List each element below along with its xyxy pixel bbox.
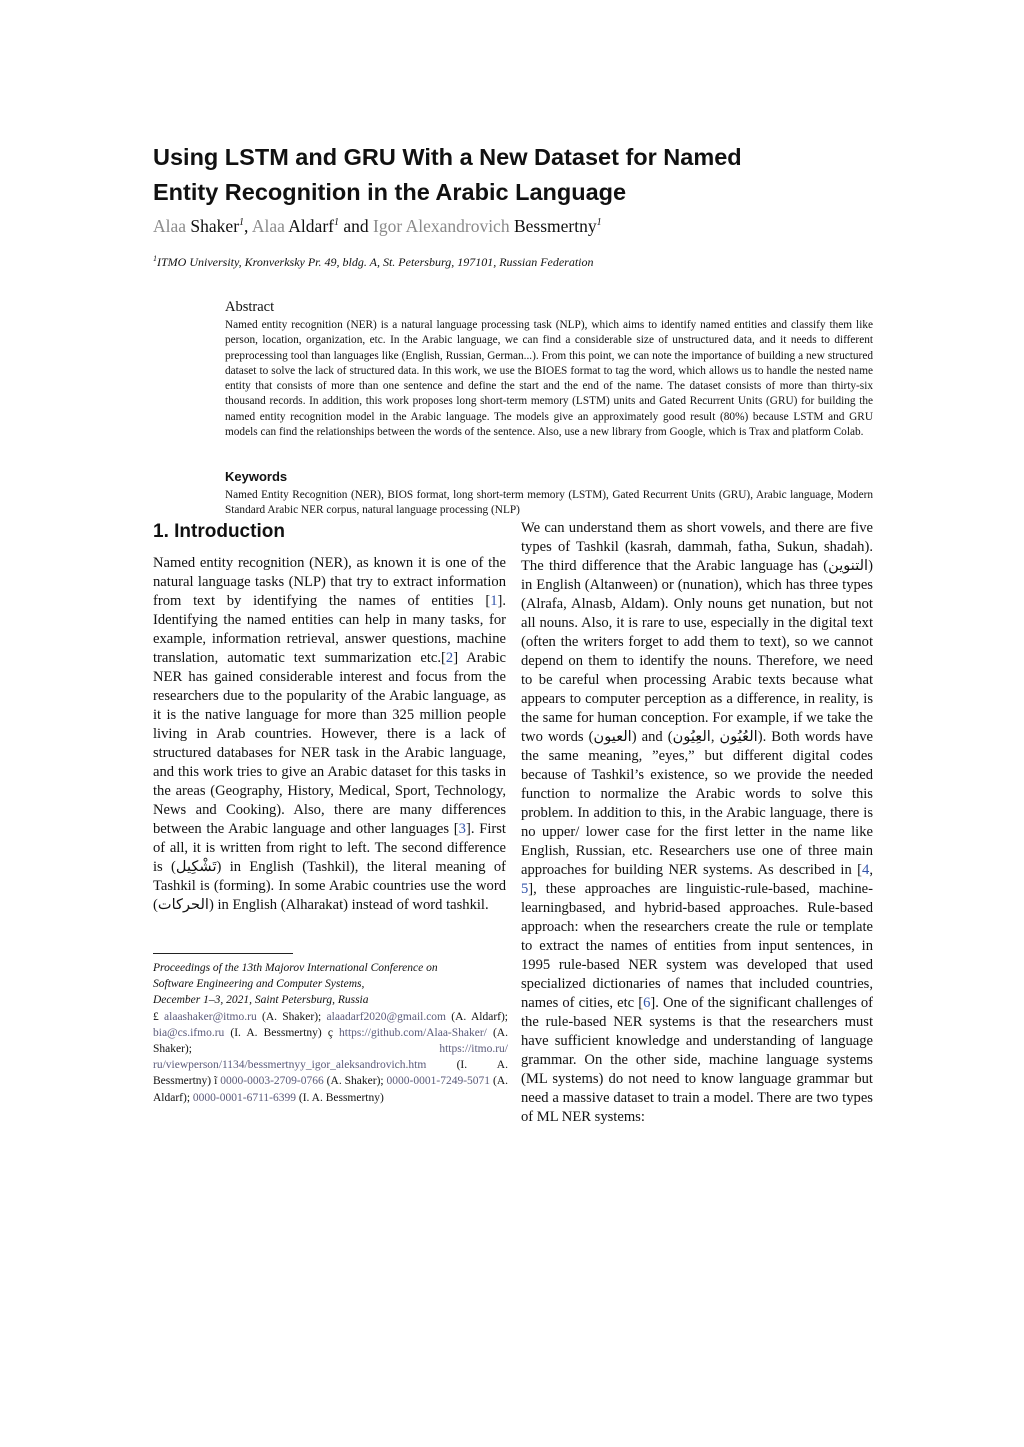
section-heading-introduction: 1. Introduction (153, 521, 285, 542)
abstract-heading: Abstract (225, 299, 275, 315)
intro-left-column (153, 554, 506, 915)
email-owner-2: (A. Aldarf); (446, 1010, 509, 1023)
email-link-shaker[interactable]: alaashaker@itmo.ru (164, 1010, 257, 1023)
intro-right-text-1: We can understand them as short vowels, and there are five types of Tashkil (kasrah, dammah, fatha, Sukun, shadah). The third difference that the Arabic language has (التنوين) in English (Altanween) or (nunation), which has three types (Alrafa, Alnasb, Aldam). Only nouns get nunation, but not all nouns. Also, it is rare to use, especially in the digital text (often the writers forget to add them to text), so we cannot depend on them to identify the nouns. Therefore, we need to be careful when processing Arabic texts because what appears to computer perception as a difference, in reality, is the same for human conception. For example, if we take the two words (العيون) and (العُيُون ,العِيُون). Both words have the same meaning, ”eyes,” but different digital codes because of Tashkil’s existence, so we provide the needed function to normalize the Arabic words to solve this problem. In addition to this, in the Arabic language, there is no upper/ lower case for the first letter in the name like English, Russian, etc. Researchers use one of three main approaches for building NER systems. As described in [ (521, 520, 873, 878)
intro-right-text-2: ], these approaches are linguistic-rule-based, machine-learningbased, and hybrid-based approaches. Rule-based approach: when the researchers create the rule or template to extract the names of entities from input sentences, in 1995 rule-based NER system was developed that used specialized dictionaries of names that included countries, names of cities, etc [ (521, 881, 873, 1011)
author-2-sup: 1 (333, 217, 339, 229)
email-link-aldarf[interactable]: alaadarf2020@gmail.com (326, 1010, 447, 1023)
intro-right-text-3: ]. One of the significant challenges of the rule-based NER systems is that the researchers must have sufficient knowledge and understanding of language grammar. On the other side, machine language systems (ML systems) do not need to know language grammar but need a massive dataset to train a model. There are two types of ML NER systems: (521, 995, 873, 1125)
paper-title (153, 140, 793, 210)
citation-separator: , (869, 862, 873, 878)
affiliation-sup: 1 (153, 254, 157, 263)
author-3-sup: 1 (596, 217, 602, 229)
citation-link-4[interactable]: 4 (862, 862, 870, 878)
url-link-github[interactable]: https://github.com/Alaa-Shaker/ (339, 1026, 487, 1039)
conference-line-2: Software Engineering and Computer Systems, (153, 978, 365, 991)
intro-left-text-3: ] Arabic NER has gained considerable interest and focus from the researchers due to the popularity of the Arabic language, as it is the native language for more than 325 million people living in Arab countries. However, there is a lack of structured databases for NER task in the Arabic language, and this work tries to give an Arabic dataset for this tasks in the areas (Geography, History, Medical, Sport, Technology, News and Cooking). Also, there are many differences between the Arabic language and other languages [ (153, 650, 506, 837)
citation-link-5[interactable]: 5 (521, 881, 529, 897)
author-list (153, 216, 602, 237)
intro-left-text-4: ]. First of all, it is written from right to left. The second difference is (تَشْكِيل) in English (Tashkil), the literal meaning of Tashkil is (forming). In some Arabic countries use the word (الحركات) in English (Alharakat) instead of word tashkil. (153, 821, 506, 913)
citation-link-6[interactable]: 6 (643, 995, 651, 1011)
url-owner-1: (A. Shaker); (153, 1026, 508, 1056)
abstract-text: Named entity recognition (NER) is a natural language processing task (NLP), which aims to identify named entities and classify them like person, location, organization, etc. In the Arabic language, we can find a considerable size of unstructured data, and it needs to different preprocessing tool than languages like (English, Russian, German...). From this point, we can note the importance of building a new structured dataset to solve the lack of structured data. In this work, we use the BIOES format to tag the word, which allows us to handle the nested name entity that consists of more than one sentence and define the start and the end of the name. The dataset consists of more than thirty-six thousand records. In addition, this work proposes long short-term memory (LSTM) units and Gated Recurrent Units (GRU) for building the named entity recognition model in the Arabic language. The models give an approximately good result (80%) because LSTM and GRU models can find the relationships between the words of the sentence. Also, use a new library from Google, which is Trax and platform Colab. (225, 319, 873, 439)
conference-line-1: Proceedings of the 13th Majorov International Conference on (153, 962, 438, 974)
author-3-first: Igor Alexandrovich (373, 216, 510, 236)
affiliation-text: ITMO University, Kronverksky Pr. 49, bldg. A, St. Petersburg, 197101, Russian Federation (157, 255, 594, 269)
contact-block (153, 1009, 508, 1106)
orcid-link-shaker[interactable]: 0000-0003-2709-0766 (220, 1075, 324, 1088)
orcid-link-aldarf[interactable]: 0000-0001-7249-5071 (386, 1075, 491, 1088)
author-1-sup: 1 (239, 217, 245, 229)
intro-right-column (521, 519, 873, 1127)
intro-left-text-1: Named entity recognition (NER), as known it is one of the natural language tasks (NLP) that try to extract information from text by identifying the names of entities [ (153, 555, 506, 609)
conference-line-3: December 1–3, 2021, Saint Petersburg, Russia (153, 994, 369, 1007)
orcid-owner-2: (A. Aldarf); (153, 1075, 509, 1104)
intro-left-text-2: ]. Identifying the named entities can help in many tasks, for example, information retrieval, answer questions, machine translation, automatic text summarization etc.[ (153, 593, 506, 666)
affiliation (153, 254, 594, 270)
author-separator-1: , (244, 216, 249, 236)
url-owner-2: (I. A. Bessmertny) ĩ (153, 1059, 508, 1088)
email-owner-3: (I. A. Bessmertny) ç (224, 1026, 339, 1039)
title-line-2: Entity Recognition in the Arabic Language (153, 179, 627, 205)
orcid-owner-3: (I. A. Bessmertny) (295, 1091, 384, 1104)
keywords-text: Named Entity Recognition (NER), BIOS format, long short-term memory (LSTM), Gated Recurrent Units (GRU), Arabic language, Modern Standard Arabic NER corpus, natural language processing (NLP) (225, 489, 873, 516)
footnote-divider (153, 953, 293, 954)
email-icon: £ (153, 1010, 159, 1023)
footnote (153, 960, 508, 1106)
citation-link-1[interactable]: 1 (490, 593, 498, 609)
url-link-itmo[interactable]: https://itmo.ru/ ru/viewperson/1134/bessmertnyy_igor_aleksandrovich.htm (153, 1043, 508, 1072)
title-line-1: Using LSTM and GRU With a New Dataset for Named (153, 144, 742, 170)
author-2-last: Aldarf (288, 216, 334, 236)
keywords-heading: Keywords (225, 469, 288, 484)
citation-link-3[interactable]: 3 (458, 821, 466, 837)
citation-link-2[interactable]: 2 (445, 650, 454, 666)
author-1-last: Shaker (190, 216, 240, 236)
author-2-first: Alaa (251, 216, 285, 236)
email-owner-1: (A. Shaker); (256, 1010, 327, 1023)
author-separator-2: and (343, 216, 369, 236)
author-3-last: Bessmertny (513, 216, 597, 236)
orcid-owner-1: (A. Shaker); (323, 1075, 387, 1088)
author-1-first: Alaa (153, 216, 187, 236)
orcid-link-bessmertny[interactable]: 0000-0001-6711-6399 (192, 1091, 296, 1104)
email-link-bessmertny[interactable]: bia@cs.ifmo.ru (153, 1026, 225, 1039)
